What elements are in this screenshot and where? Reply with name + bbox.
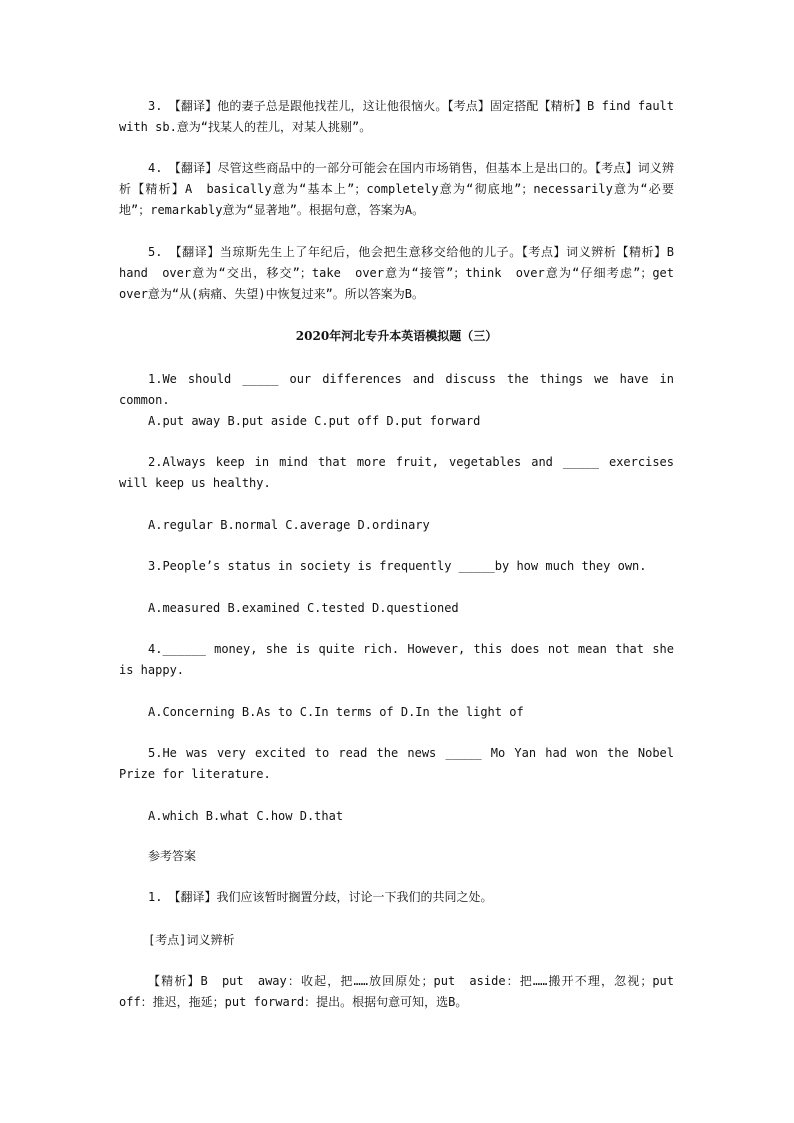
question-5-stem: 5.He was very excited to read the news _____ Mo Yan had won the Nobel Prize for literature. bbox=[119, 746, 674, 781]
answer-1-jingxi: 【精析】B put away：收起，把……放回原处；put aside：把……搬开不理，忽视；put off：推迟，拖延；put forward：提出。根据句意可知，选B。 bbox=[119, 974, 674, 1009]
answer-1-translation: 1. 【翻译】我们应该暂时搁置分歧，讨论一下我们的共同之处。 bbox=[148, 890, 493, 904]
question-4-options: A.Concerning B.As to C.In terms of D.In the light of bbox=[148, 705, 524, 719]
question-1-options: A.put away B.put aside C.put off D.put forward bbox=[148, 414, 481, 428]
question-3-stem: 3.People’s status in society is frequently _____by how much they own. bbox=[148, 559, 647, 573]
question-2-stem: 2.Always keep in mind that more fruit, vegetables and _____ exercises will keep us healthy. bbox=[119, 455, 674, 490]
question-3-options: A.measured B.examined C.tested D.questioned bbox=[148, 601, 459, 615]
question-5-options: A.which B.what C.how D.that bbox=[148, 809, 344, 823]
section-title: 2020年河北专升本英语模拟题（三） bbox=[295, 329, 498, 343]
question-2-options: A.regular B.normal C.average D.ordinary bbox=[148, 518, 430, 532]
question-1-stem: 1.We should _____ our differences and discuss the things we have in common. bbox=[119, 372, 674, 407]
answers-heading: 参考答案 bbox=[148, 849, 197, 863]
analysis-item-5: 5. 【翻译】当琼斯先生上了年纪后，他会把生意移交给他的儿子。【考点】词义辨析【精析】B hand over意为“交出，移交”；take over意为“接管”；think over意为“仔细考虑”；get over意为“从(病痛、失望)中恢复过来”。所以答案为B。 bbox=[119, 245, 687, 301]
analysis-item-3: 3. 【翻译】他的妻子总是跟他找茬儿，这让他很恼火。【考点】固定搭配【精析】B find fault with sb.意为“找某人的茬儿，对某人挑剔”。 bbox=[119, 99, 674, 134]
analysis-item-4: 4. 【翻译】尽管这些商品中的一部分可能会在国内市场销售，但基本上是出口的。【考点】词义辨析【精析】A basically意为“基本上”；completely意为“彻底地”；necessarily意为“必要地”；remarkably意为“显著地”。根据句意，答案为A。 bbox=[119, 161, 674, 217]
answer-1-kaodian: [考点]词义辨析 bbox=[148, 933, 235, 947]
question-4-stem: 4.______ money, she is quite rich. However, this does not mean that she is happy. bbox=[119, 642, 674, 677]
